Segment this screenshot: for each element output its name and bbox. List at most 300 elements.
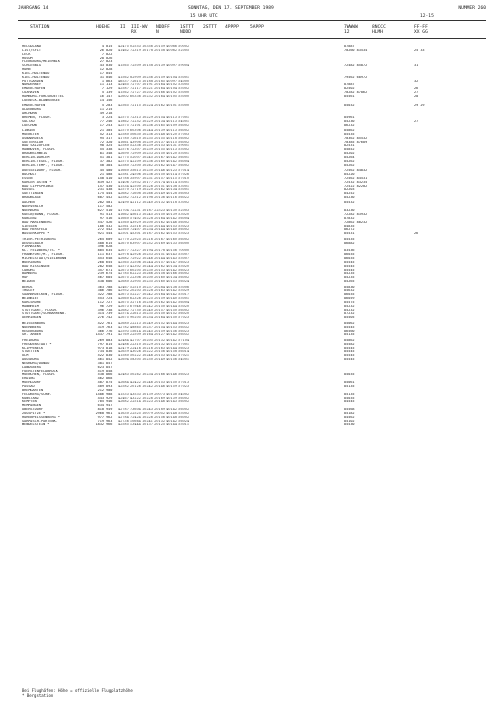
weather-groups: 85232 (344, 308, 355, 312)
station-index: 658 (106, 264, 113, 268)
weather-groups: 85035 (344, 396, 355, 400)
weather-groups: 85505 (344, 316, 355, 320)
station-index: 739 (106, 312, 113, 316)
synop-groups: 42684 42422 10246 20153 40150 57013 (118, 381, 190, 385)
station-height: 366 (97, 329, 104, 333)
weather-groups: 72562 84531 (344, 176, 368, 180)
station-index: 438 (106, 188, 113, 192)
station-height: 31 (99, 75, 104, 79)
station-height: 634 (97, 404, 104, 408)
station-name: BAD SALZUFLEN (22, 144, 50, 148)
station-index: 929 (106, 396, 113, 400)
station-name: GUETERSLOH (22, 140, 44, 144)
station-name: KIEL-HOLTENAU (22, 75, 50, 79)
issue-number: NUMMER 260 (458, 6, 486, 11)
station-name: AUGSBURG (22, 358, 39, 362)
synop-groups: 46537 72615 10188 20185 40097 54000 (118, 79, 190, 83)
station-index: 348 (106, 152, 113, 156)
station-name: CUXHAVEN (22, 91, 39, 95)
station-name: BREMGARTEN (22, 388, 44, 392)
station-name: HOHENPEISSENBERG * (22, 415, 60, 419)
synop-groups: 41661 43908 10239 20137 40115 56002 (118, 140, 190, 144)
station-height: 268 (97, 260, 104, 264)
weather-groups: 72482 85872 (344, 64, 368, 68)
synop-groups: 42475 02553 10356 20159 40086 50002 (118, 45, 190, 48)
station-index: 946 (106, 400, 113, 404)
synop-groups: 42677 72327 10194 20178 40156 70000 (118, 249, 190, 253)
synop-groups: 42952 20203 10228 20163 40142 55029 (118, 289, 190, 293)
wind-gust: 27 (414, 91, 419, 95)
synop-groups: 41534 42500 10226 20151 40138 53001 (118, 184, 190, 188)
synop-groups: 42565 32506 10244 20157 40147 56023 (118, 260, 190, 264)
station-name: WEISSENBURG (22, 321, 46, 325)
synop-groups: 42490 42112 10240 20132 40118 53002 (118, 201, 190, 205)
station-name: LUECHOW (22, 123, 37, 127)
station-index: 020 (106, 48, 113, 52)
station-height: 607 (97, 196, 104, 200)
station-index: 893 (106, 384, 113, 388)
weather-groups: 82203 (344, 188, 355, 192)
station-name: LINGEN (22, 128, 35, 132)
station-index: 444 (106, 192, 113, 196)
station-index: 542 (106, 228, 113, 232)
synop-groups: 41533 43533 10139 20073 40130 54002 (118, 392, 190, 396)
synop-groups: 41462 72319 10178 20158 40082 52005 (118, 48, 190, 52)
station-height: 734 (97, 350, 104, 354)
synop-groups: 42587 72117 10221 20164 40104 55002 (118, 87, 190, 91)
header-rule-top (18, 20, 486, 21)
station-height: 319 (97, 325, 104, 329)
station-height: 522 (97, 354, 104, 358)
synop-groups: 42575 72313 10229 20154 40113 57001 (118, 115, 190, 119)
station-index: 045 (106, 71, 113, 75)
station-index: 791 (106, 333, 113, 337)
synop-groups: 41780 72610 10235 20155 40118 56002 (118, 136, 190, 140)
col-8nccc: 8NCCC HLMH (372, 25, 386, 35)
station-name: NEUBURG/DONAU (22, 361, 50, 365)
station-index: 026 (106, 56, 113, 60)
period-label: 12-15 (420, 14, 434, 19)
station-height: 17 (99, 71, 104, 75)
synop-groups: 42680 22213 10249 20152 40144 56023 (118, 321, 190, 325)
weather-groups: 85561 (344, 94, 355, 98)
footnote-mountain-station: * Bergstation (22, 693, 54, 698)
station-name: ULM (22, 354, 29, 358)
station-name: MUEHLDORF (22, 381, 41, 385)
station-name: BERUS (22, 285, 33, 289)
station-name: FELDBERG/SCHW. (22, 392, 52, 396)
station-index: 708 (106, 293, 113, 297)
synop-groups: 42570 72719 10220 20162 40134 55001 (118, 188, 190, 192)
weather-groups: 84252 (344, 192, 355, 196)
synop-groups: 41704 72231 10187 22523 40130 52003 (118, 209, 190, 213)
synop-groups: 42782 48865 10257 20154 40153 56032 (118, 325, 190, 329)
synop-groups: 41562 82909 10256 20159 40104 55001 (118, 75, 190, 79)
station-height: 28 (99, 56, 104, 60)
station-height: 705 (97, 400, 104, 404)
station-name: SOLTAU (22, 119, 35, 123)
wind-gust: 27 (414, 119, 419, 123)
weather-groups: 85230 (344, 119, 355, 123)
station-name: WEIDEN (22, 280, 35, 284)
synop-groups: 42501 45301 10187 20162 40153 55023 (118, 232, 190, 236)
synop-groups: 42660 62326 10225 20159 40140 55001 (118, 297, 190, 301)
station-index: 875 (106, 381, 113, 385)
weather-groups: 85632 (344, 289, 355, 293)
weather-groups: 85545 (344, 350, 355, 354)
station-height: 462 (97, 377, 104, 381)
station-height: 77 (99, 119, 104, 123)
station-index: 966 (106, 423, 113, 427)
station-name: KOELN/BONN, FLUGH. (22, 213, 60, 217)
col-4pppp: 4PPPP (225, 25, 239, 30)
weather-groups: 72532 83235 (344, 180, 368, 184)
station-index: 022 (106, 52, 113, 56)
station-height: 7 (101, 87, 104, 91)
weather-groups: 72282 83932 (344, 213, 368, 217)
synop-groups: 42775 52007 10245 20167 40142 56001 (118, 155, 190, 159)
station-name: BERLIN-TEMP., FLUGH. (22, 163, 65, 167)
station-name: GOETTINGEN (22, 192, 44, 196)
weather-groups: 82502 (344, 87, 355, 91)
weather-groups: 85262 (344, 163, 355, 167)
synop-groups: 42978 42926 10253 20151 40143 55007 (118, 253, 190, 257)
station-height: 396 (97, 308, 104, 312)
station-index: 836 (106, 350, 113, 354)
weather-groups: 87887 (344, 83, 355, 87)
station-height: 1437 (95, 333, 104, 337)
station-name: OBERSTDORF (22, 408, 44, 412)
weather-groups: 70260 83534 (344, 48, 368, 52)
station-name: STUTTGART, FLUGH. (22, 308, 58, 312)
station-index: 430 (106, 184, 113, 188)
weather-groups: 85262 (344, 159, 355, 163)
station-index: 637 (106, 253, 113, 257)
weather-groups: 85220 (344, 172, 355, 176)
station-name: WENDELSTEIN * (22, 423, 50, 427)
station-name: EMDEN-HAFEN (22, 104, 46, 108)
station-height: 407 (97, 381, 104, 385)
station-index: 532 (106, 224, 113, 228)
station-name: AACHEN (22, 201, 35, 205)
weather-groups: 85135 (344, 392, 355, 396)
station-height: 95 (99, 136, 104, 140)
station-index: 724 (106, 297, 113, 301)
weather-groups: 86035 (344, 293, 355, 297)
station-name: REGENSBURG (22, 329, 44, 333)
station-height: 1832 (95, 423, 104, 427)
station-name: DUESSELDORF, FLUGH. (22, 169, 63, 173)
station-height: 96 (99, 304, 104, 308)
synop-groups: 42680 32905 10235 20160 40153 56024 (118, 280, 190, 284)
synop-groups: 42675 32716 10256 20162 40142 56004 (118, 300, 190, 304)
weather-groups: 84835 (344, 224, 355, 228)
station-name: KL. FELDBERG/TS. * (22, 249, 60, 253)
station-index: 738 (106, 308, 113, 312)
station-index: 818 (106, 346, 113, 350)
station-index: 962 (106, 415, 113, 419)
station-name: PUTTGARDEN (22, 79, 44, 83)
station-name: LANDSBERG (22, 365, 41, 369)
station-index: 410 (106, 176, 113, 180)
station-index: 510 (106, 209, 113, 213)
weather-groups: 86059 (344, 297, 355, 301)
synop-groups: 42673 60205 10230 20153 40142 56023 (118, 268, 190, 272)
station-name: KLIPPENECK (22, 346, 44, 350)
station-name: BAD KISSINGEN (22, 264, 50, 268)
synop-groups: 42673 67946 10242 20150 40144 55020 (118, 304, 190, 308)
station-height: 43 (99, 64, 104, 68)
station-name: KIEL-HOLTENAU (22, 71, 50, 75)
station-height: 150 (97, 176, 104, 180)
station-name: ESSEN (22, 176, 33, 180)
synop-groups: 42580 72300 10262 20162 40147 56002 (118, 163, 190, 167)
weather-groups: 86882 (344, 241, 355, 245)
station-index: 648 (106, 257, 113, 260)
weather-groups: 86035 (344, 257, 355, 260)
station-index: 253 (106, 123, 113, 127)
weather-groups: 87832 (344, 216, 355, 220)
date-label: SONNTAG, DEN 17. SEPTEMBER 1989 (188, 6, 274, 11)
station-height: 567 (97, 276, 104, 280)
station-height: 212 (97, 388, 104, 392)
weather-groups: 85535 (344, 237, 355, 241)
station-index: 830 (106, 354, 113, 358)
station-height: 52 (99, 132, 104, 136)
synop-groups: 41565 72509 10158 20139 40097 59004 (118, 64, 190, 68)
station-index: 857 (106, 361, 113, 365)
station-index: 156 (106, 98, 113, 102)
weather-groups: 84545 (344, 400, 355, 404)
weather-groups: 86272 (344, 228, 355, 232)
station-height: 51 (99, 155, 104, 159)
station-name: DEUSELBACH (22, 241, 44, 245)
weather-groups: 85545 (344, 354, 355, 358)
synop-groups: 42573 42302 10244 20162 40134 55020 (118, 264, 190, 268)
weather-groups: 85961 (344, 115, 355, 119)
station-height: 553 (97, 297, 104, 301)
synop-groups: 42581 24506 10236 20150 40114 57026 (118, 172, 190, 176)
synop-groups: 41406 72932 10177 20174 40114 55001 (118, 180, 190, 184)
station-index: 246 (106, 119, 113, 123)
synop-groups: 41560 43929 10200 20162 40146 56002 (118, 220, 190, 224)
station-name: FREIBURG (22, 338, 39, 342)
weather-groups: 84562 (344, 415, 355, 419)
weather-groups: 87887 (344, 45, 355, 48)
station-height: 977 (97, 415, 104, 419)
weather-groups: 85182 (344, 411, 355, 415)
station-index: 686 (106, 280, 113, 284)
station-height: 112 (97, 300, 104, 304)
station-height: 1486 (95, 392, 104, 396)
station-height: 27 (99, 60, 104, 64)
station-name: SAARBRUECKEN, FLUGH. (22, 293, 65, 297)
station-index: 338 (106, 148, 113, 152)
col-1sttt: 1STTT NDDD (180, 25, 194, 35)
synop-groups: 42484 42707 10205 20132 40142 57104 (118, 338, 190, 342)
station-height: 14 (99, 98, 104, 102)
station-index: 763 (106, 325, 113, 329)
weather-groups: 72862 80232 (344, 220, 368, 224)
synop-groups: 42486 22310 10229 20132 40133 57001 (118, 342, 190, 346)
synop-groups: 42582 72312 10198 20136 40116 56022 (118, 196, 190, 200)
station-index: 635 (106, 249, 113, 253)
station-height: 265 (97, 237, 104, 241)
station-height: 627 (97, 209, 104, 213)
station-height: 422 (97, 321, 104, 325)
station-height: 461 (97, 358, 104, 362)
wind-gust: 29 29 (414, 104, 425, 108)
page-header (18, 6, 486, 14)
station-name: OLDENBURG (22, 108, 41, 112)
synop-groups: 42479 22416 10216 20163 40144 56023 (118, 346, 190, 350)
footnote-airport-height: Bei Flughäfen: Höhe = offizielle Flugplatzhöhe (22, 688, 133, 693)
synop-groups: 42659 43026 10222 20156 40158 56014 (118, 350, 190, 354)
synop-groups: 42585 13444 10137 20125 40144 55011 (118, 423, 190, 427)
weather-groups: 70385 87689 (344, 140, 368, 144)
weather-groups: 86035 (344, 253, 355, 257)
synop-groups: 42602 60336 10232 20164 40105 55000 (118, 94, 190, 98)
station-name: OEHRINGEN (22, 316, 41, 320)
station-index: 628 (106, 245, 113, 249)
station-height: 11 (99, 108, 104, 112)
synop-groups: 41562 72727 10202 20166 40102 55000 (118, 91, 190, 95)
synop-groups: 41630 22525 10079 20052 40148 55002 (118, 411, 190, 415)
station-name: HOHN (22, 68, 31, 72)
synop-groups: 42785 62223 10266 20158 40166 56002 (118, 272, 190, 276)
synop-groups: 42580 52336 10239 20153 40131 59001 (118, 144, 190, 148)
synop-groups: 42690 72909 10233 20150 40120 55001 (118, 152, 190, 156)
station-name: FREUDENSTADT * (22, 342, 52, 346)
station-index: 046 (106, 75, 113, 79)
station-name: KEMPTEN (22, 400, 37, 404)
weather-groups: 85531 (344, 232, 355, 236)
station-height: 175 (97, 192, 104, 196)
synop-groups: 42570 60306 10244 20139 40113 56002 (118, 128, 190, 132)
station-height: 797 (97, 342, 104, 346)
col-hoehe: HOEHE (96, 25, 110, 30)
synop-groups: 42675 90205 10254 20164 40150 57023 (118, 316, 190, 320)
station-name: OSNABRUECK (22, 136, 44, 140)
station-index: 513 (106, 213, 113, 217)
station-name: ERDING (22, 377, 35, 381)
synop-groups: 41580 50222 10246 20153 40142 57021 (118, 354, 190, 358)
station-height: 363 (97, 285, 104, 289)
weather-groups: 85232 (344, 304, 355, 308)
weather-groups: 85862 (344, 128, 355, 132)
station-height: 45 (99, 169, 104, 173)
synop-groups: 43788 35907 10231 20157 40115 57010 (118, 176, 190, 180)
synop-groups: 42736 10664 10241 20132 40142 56024 (118, 419, 190, 423)
weather-groups: 85235 (344, 276, 355, 280)
station-index: 742 (106, 316, 113, 320)
weather-groups: 85545 (344, 264, 355, 268)
station-height: 973 (97, 346, 104, 350)
station-name: KARLSRUHE (22, 300, 41, 304)
station-height: 55 (99, 148, 104, 152)
station-index: 320 (106, 140, 113, 144)
weather-groups: 85532 (344, 201, 355, 205)
weather-groups: 85862 (344, 338, 355, 342)
col-ffff: FF-FF XX GG (414, 25, 428, 35)
station-height: 443 (97, 396, 104, 400)
station-index: 325 (106, 144, 113, 148)
station-index: 305 (106, 128, 113, 132)
station-index: 028 (106, 68, 113, 72)
station-name: HELGOLAND (22, 45, 41, 48)
col-7wwww: 7WWWW 12 (344, 25, 358, 35)
station-height: 357 (97, 268, 104, 272)
col-station: STATION (30, 25, 50, 30)
station-height: 5 (101, 91, 104, 95)
synop-groups: 42575 72101 10236 20165 40109 56002 (118, 123, 190, 127)
station-index: 113 (106, 83, 113, 87)
station-name: HUSUM (22, 56, 33, 60)
station-name: ZUGSPITZE * (22, 411, 46, 415)
station-index: 408 (106, 172, 113, 176)
station-name: BAD MARIENBERG (22, 220, 52, 224)
station-index: 381 (106, 155, 113, 159)
synop-groups: 42574 22613 10235 20150 40152 56020 (118, 312, 190, 316)
station-index: 671 (106, 268, 113, 272)
station-height: 396 (97, 245, 104, 249)
weather-groups: 85545 (344, 325, 355, 329)
station-index: 313 (106, 132, 113, 136)
station-index: 615 (106, 241, 113, 245)
station-height: 26 (99, 48, 104, 52)
weather-groups: 85575 (344, 300, 355, 304)
station-index: 729 (106, 304, 113, 308)
observation-table (22, 45, 482, 427)
station-index: 030 (106, 64, 113, 68)
station-height: 269 (97, 338, 104, 342)
synop-groups: 42694 58305 10250 20149 40156 54001 (118, 358, 190, 362)
station-name: GR. ARBER (22, 333, 41, 337)
synop-groups: 42561 32516 10235 20144 40153 55023 (118, 224, 190, 228)
station-height: 1 (101, 79, 104, 83)
station-name: FLENSBURG/MEIERWIK (22, 60, 60, 64)
weather-groups: 85135 (344, 333, 355, 337)
synop-groups: 42770 22925 10216 20167 40160 56002 (118, 237, 190, 241)
col-ii: II (120, 25, 126, 30)
wind-gust: 32 (414, 79, 419, 83)
station-height: 3 (101, 115, 104, 119)
station-height: 231 (97, 188, 104, 192)
station-index: 776 (106, 329, 113, 333)
weather-groups: 85545 (344, 358, 355, 362)
station-name: KOBLENZ (22, 216, 37, 220)
station-name: THOLEY (22, 289, 35, 293)
station-index: 857 (106, 365, 113, 369)
station-height: 50 (99, 163, 104, 167)
station-height: 186 (97, 224, 104, 228)
station-index: 129 (106, 87, 113, 91)
weather-groups: 85582 (344, 342, 355, 346)
station-name: HOF (22, 276, 29, 280)
station-index: 803 (106, 338, 113, 342)
weather-groups: 85852 (344, 148, 355, 152)
station-index: 900 (106, 388, 113, 392)
table-row (22, 423, 482, 427)
station-name: PASSAU (22, 384, 35, 388)
station-index: 224 (106, 115, 113, 119)
wind-gust: 26 (414, 87, 419, 91)
weather-groups: 79562 68972 (344, 75, 368, 79)
station-height: 81 (99, 152, 104, 156)
station-index: 516 (106, 216, 113, 220)
weather-groups: 85535 (344, 132, 355, 136)
station-height: 519 (97, 369, 104, 373)
